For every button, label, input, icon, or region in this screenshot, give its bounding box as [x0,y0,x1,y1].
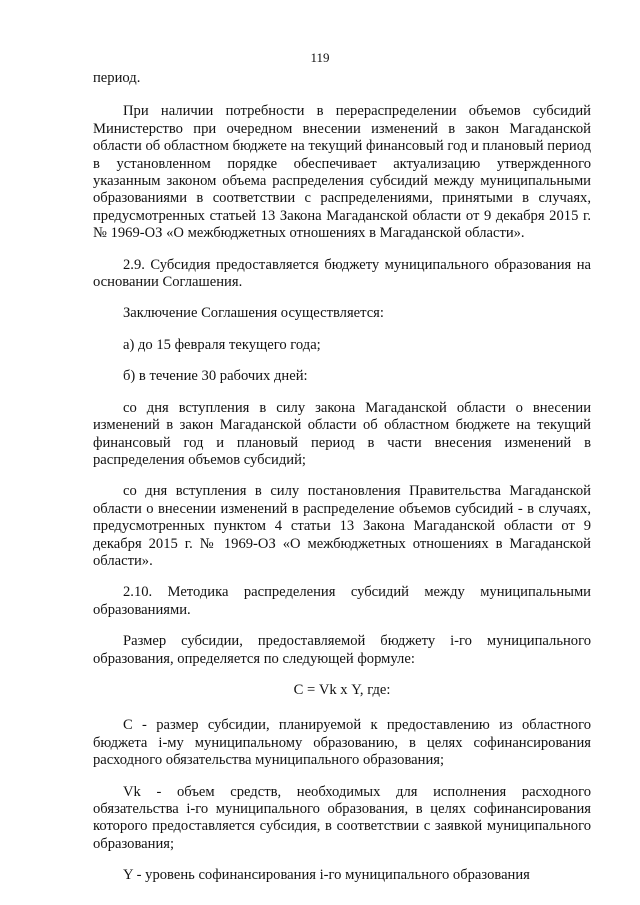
paragraph-agreement-conclusion: Заключение Соглашения осуществляется: [123,305,384,322]
paragraph-definition-y: Y - уровень софинансирования i-го муниципального образования [123,867,530,884]
page-number: 119 [310,50,330,65]
paragraph-resolution-entry: со дня вступления в силу постановления Правительства Магаданской области о внесении изменений в распределение объемов субсидий - в случаях, предусмотренных пунктом 4 статьи 13 Закона Магаданской области от 9 декабря 2015 г. № 1969-ОЗ «О межбюджетных отношениях в Магаданской области». [93,483,591,569]
paragraph-redistribution: При наличии потребности в перераспределении объемов субсидий Министерство при очередном внесении изменений в закон Магаданской области об областном бюджете на текущий финансовый год и плановый период в установленном порядке обеспечивает актуализацию утвержденного указанным законом объема распределения субсидий между муниципальными образованиями в соответствии с распределениями, принятыми в случаях, предусмотренных статьей 13 Закона Магаданской области от 9 декабря 2015 г. № 1969-ОЗ «О межбюджетных отношениях в Магаданской области». [93,103,591,242]
paragraph-item-a: а) до 15 февраля текущего года; [123,336,321,353]
paragraph-item-b: б) в течение 30 рабочих дней: [123,368,308,385]
paragraph-2-10: 2.10. Методика распределения субсидий между муниципальными образованиями. [93,584,591,618]
paragraph-2-9: 2.9. Субсидия предоставляется бюджету муниципального образования на основании Соглашения. [93,256,591,291]
formula: С = Vk х Y, где: [293,681,391,698]
paragraph-law-entry: со дня вступления в силу закона Магаданской области о внесении изменений в закон Магаданской области об областном бюджете на текущий финансовый год и плановый период в части внесения изменений в распределения объемов субсидий; [93,399,591,468]
paragraph-continuation: период. [93,70,141,86]
document-body [93,70,591,899]
paragraph-definition-vk: Vk - объем средств, необходимых для исполнения расходного обязательства i-го муниципального образования, в целях софинансирования которого предоставляется субсидия, в соответствии с заявкой муниципального образования; [93,783,591,852]
paragraph-definition-c: С - размер субсидии, планируемой к предоставлению из областного бюджета i-му муниципальному образованию, в целях софинансирования расходного обязательства муниципального образования; [93,717,591,769]
paragraph-subsidy-size: Размер субсидии, предоставляемой бюджету i-го муниципального образования, определяется по следующей формуле: [93,633,591,667]
